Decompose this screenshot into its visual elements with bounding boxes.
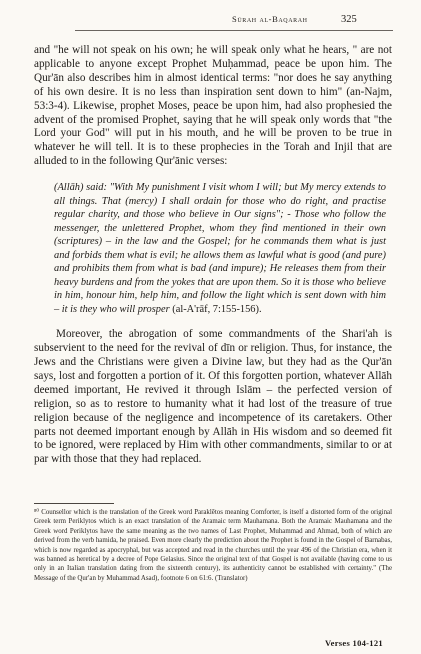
running-head: Sūrah al-Baqarah bbox=[232, 14, 308, 24]
page-number: 325 bbox=[341, 14, 357, 25]
footnote: ⁸⁰ Counsellor which is the translation of the Greek word Paraklētos meaning Comforter, is itself a distorted form of the original Greek term Periklytos which is an exact translation of the Aramaic term Mauhamana. Both the Aramaic Mauhamana and the Greek word Periklytos have the same meaning as the two names of Last Prophet, Muhammad and Ahmad, both of which are derived from the verb hamida, he praised. Even more clearly the prediction about the Prophet is found in the Gospel of Barnabas, which is now regarded as apocryphal, but was accepted and read in the churches until the year 496 of the Christian era, when it was banned as heretical by a decree of Pope Gelasius. Since the original text of that Gospel is not available (having come to us only in an Italian translation dating from the sixteenth century), its authenticity cannot be established with certainty." (The Message of the Qur'an by Muhammad Asad), footnote 6 on 61:6. (Translator) bbox=[34, 509, 392, 582]
quran-quote bbox=[54, 181, 386, 316]
header-rule bbox=[75, 30, 393, 31]
main-text bbox=[34, 44, 392, 467]
paragraph-2: Moreover, the abrogation of some commandments of the Shari'ah is subservient to the need for the revival of dīn or religion. Thus, for instance, the Jews and the Christians were given a Divine law, but they had as the Qur'ān says, lost and forgotten a portion of it. Of this forgotten portion, whatever Allāh deemed important, He revived it through Islām – the perfected version of religion, so as to restore to humanity what it had lost of the treasure of true religion because of the negligence and incompetence of its caretakers. Other parts not deemed important enough by Allāh in His wisdom and so deemed fit to be ignored, were replaced by Him with other commandments, similar to or at par with those that they had replaced. bbox=[34, 328, 392, 466]
page-footer: Verses 104-121 bbox=[325, 638, 383, 648]
footnote-rule bbox=[34, 503, 114, 504]
paragraph-1: and "he will not speak on his own; he will speak only what he hears, " are not applicable to anyone except Prophet Muḥammad, peace be upon him. The Qur'ān also describes him in almost identical terms: "nor does he say anything of his own desire. It is no less than inspiration sent down to him" (an-Najm, 53:3-4). Likewise, prophet Moses, peace be upon him, had also prophesied the advent of the promised Prophet, saying that he will speak only words that "the Lord your God" will put in his mouth, and he will be proven to be true in whatever he will tell. It is to these prophecies in the Torah and Injil that are alluded to in the following Qur'ānic verses: bbox=[34, 44, 392, 168]
quote-text: (Allāh) said: "With My punishment I visit whom I will; but My mercy extends to all things. That (mercy) I shall ordain for those who do right, and practise regular charity, and those who believe in Our signs"; - Those who follow the messenger, the unlettered Prophet, whom they find mentioned in their own (scriptures) – in the law and the Gospel; for he commands them what is just and forbids them what is evil; he allows them as lawful what is good (and pure) and prohibits them from what is bad (and impure); He releases them from their heavy burdens and from the yokes that are upon them. So it is those who believe in him, honour him, help him, and follow the light which is sent down with him – it is they who will prosper bbox=[54, 182, 386, 315]
quote-citation: (al-A'rāf, 7:155-156). bbox=[169, 303, 262, 315]
